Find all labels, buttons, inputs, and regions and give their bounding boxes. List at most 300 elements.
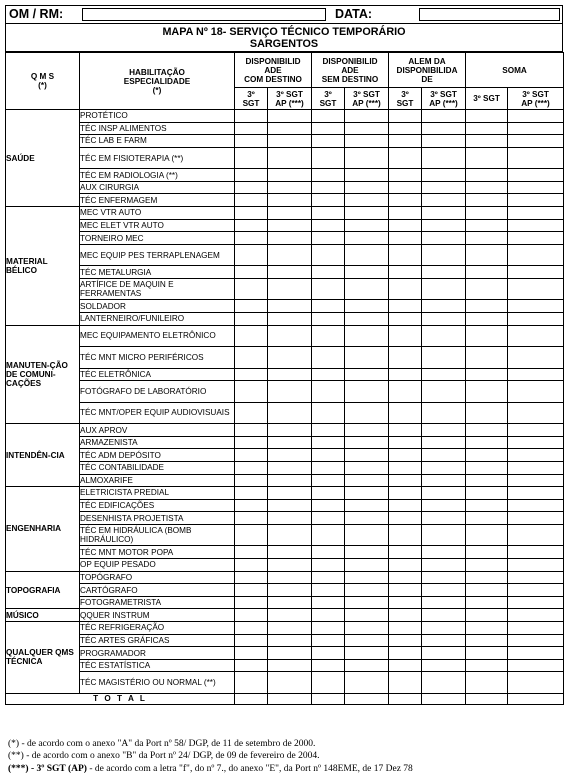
entry-cell[interactable] <box>312 135 345 148</box>
entry-cell[interactable] <box>268 609 312 622</box>
entry-cell[interactable] <box>312 634 345 647</box>
entry-cell[interactable] <box>466 512 508 525</box>
entry-cell[interactable] <box>312 546 345 559</box>
entry-cell[interactable] <box>312 147 345 169</box>
entry-cell[interactable] <box>312 368 345 381</box>
entry-cell[interactable] <box>235 300 268 313</box>
entry-cell[interactable] <box>235 436 268 449</box>
entry-cell[interactable] <box>345 181 389 194</box>
total-cell[interactable] <box>312 693 345 704</box>
entry-cell[interactable] <box>268 313 312 326</box>
entry-cell[interactable] <box>422 512 466 525</box>
entry-cell[interactable] <box>312 244 345 266</box>
entry-cell[interactable] <box>466 647 508 660</box>
entry-cell[interactable] <box>466 135 508 148</box>
entry-cell[interactable] <box>389 207 422 220</box>
entry-cell[interactable] <box>235 596 268 609</box>
entry-cell[interactable] <box>268 368 312 381</box>
entry-cell[interactable] <box>508 596 564 609</box>
entry-cell[interactable] <box>508 207 564 220</box>
entry-cell[interactable] <box>345 474 389 487</box>
entry-cell[interactable] <box>422 313 466 326</box>
entry-cell[interactable] <box>235 135 268 148</box>
entry-cell[interactable] <box>268 122 312 135</box>
entry-cell[interactable] <box>466 449 508 462</box>
entry-cell[interactable] <box>235 219 268 232</box>
entry-cell[interactable] <box>268 110 312 123</box>
entry-cell[interactable] <box>466 207 508 220</box>
entry-cell[interactable] <box>312 622 345 635</box>
entry-cell[interactable] <box>345 584 389 597</box>
entry-cell[interactable] <box>389 436 422 449</box>
entry-cell[interactable] <box>235 499 268 512</box>
entry-cell[interactable] <box>508 278 564 300</box>
entry-cell[interactable] <box>235 584 268 597</box>
entry-cell[interactable] <box>508 436 564 449</box>
entry-cell[interactable] <box>422 325 466 347</box>
entry-cell[interactable] <box>312 110 345 123</box>
entry-cell[interactable] <box>235 169 268 182</box>
entry-cell[interactable] <box>466 313 508 326</box>
entry-cell[interactable] <box>508 647 564 660</box>
entry-cell[interactable] <box>466 634 508 647</box>
entry-cell[interactable] <box>345 647 389 660</box>
entry-cell[interactable] <box>345 135 389 148</box>
entry-cell[interactable] <box>422 634 466 647</box>
entry-cell[interactable] <box>508 559 564 572</box>
entry-cell[interactable] <box>466 571 508 584</box>
entry-cell[interactable] <box>235 424 268 437</box>
entry-cell[interactable] <box>466 546 508 559</box>
entry-cell[interactable] <box>268 244 312 266</box>
entry-cell[interactable] <box>268 499 312 512</box>
entry-cell[interactable] <box>312 512 345 525</box>
entry-cell[interactable] <box>389 647 422 660</box>
entry-cell[interactable] <box>312 462 345 475</box>
entry-cell[interactable] <box>235 402 268 424</box>
entry-cell[interactable] <box>268 487 312 500</box>
entry-cell[interactable] <box>268 347 312 369</box>
entry-cell[interactable] <box>268 135 312 148</box>
entry-cell[interactable] <box>312 207 345 220</box>
entry-cell[interactable] <box>466 596 508 609</box>
entry-cell[interactable] <box>389 181 422 194</box>
entry-cell[interactable] <box>508 244 564 266</box>
entry-cell[interactable] <box>235 512 268 525</box>
entry-cell[interactable] <box>312 524 345 546</box>
entry-cell[interactable] <box>389 219 422 232</box>
entry-cell[interactable] <box>312 559 345 572</box>
entry-cell[interactable] <box>389 499 422 512</box>
entry-cell[interactable] <box>345 402 389 424</box>
total-cell[interactable] <box>235 693 268 704</box>
entry-cell[interactable] <box>422 462 466 475</box>
entry-cell[interactable] <box>268 147 312 169</box>
entry-cell[interactable] <box>235 194 268 207</box>
entry-cell[interactable] <box>345 609 389 622</box>
entry-cell[interactable] <box>235 449 268 462</box>
entry-cell[interactable] <box>268 381 312 403</box>
entry-cell[interactable] <box>466 325 508 347</box>
entry-cell[interactable] <box>422 135 466 148</box>
entry-cell[interactable] <box>389 244 422 266</box>
entry-cell[interactable] <box>466 524 508 546</box>
entry-cell[interactable] <box>422 571 466 584</box>
entry-cell[interactable] <box>268 584 312 597</box>
entry-cell[interactable] <box>389 546 422 559</box>
entry-cell[interactable] <box>235 147 268 169</box>
entry-cell[interactable] <box>268 219 312 232</box>
data-field[interactable] <box>419 8 560 21</box>
total-cell[interactable] <box>422 693 466 704</box>
entry-cell[interactable] <box>345 634 389 647</box>
entry-cell[interactable] <box>389 659 422 672</box>
entry-cell[interactable] <box>389 512 422 525</box>
entry-cell[interactable] <box>389 634 422 647</box>
entry-cell[interactable] <box>268 436 312 449</box>
entry-cell[interactable] <box>312 449 345 462</box>
entry-cell[interactable] <box>508 300 564 313</box>
entry-cell[interactable] <box>345 300 389 313</box>
entry-cell[interactable] <box>389 487 422 500</box>
entry-cell[interactable] <box>268 512 312 525</box>
entry-cell[interactable] <box>389 135 422 148</box>
entry-cell[interactable] <box>235 634 268 647</box>
entry-cell[interactable] <box>235 487 268 500</box>
entry-cell[interactable] <box>345 381 389 403</box>
entry-cell[interactable] <box>235 462 268 475</box>
entry-cell[interactable] <box>268 462 312 475</box>
entry-cell[interactable] <box>268 546 312 559</box>
entry-cell[interactable] <box>312 347 345 369</box>
entry-cell[interactable] <box>389 584 422 597</box>
entry-cell[interactable] <box>508 181 564 194</box>
entry-cell[interactable] <box>345 207 389 220</box>
entry-cell[interactable] <box>268 266 312 279</box>
entry-cell[interactable] <box>422 110 466 123</box>
entry-cell[interactable] <box>235 110 268 123</box>
entry-cell[interactable] <box>422 622 466 635</box>
entry-cell[interactable] <box>422 524 466 546</box>
entry-cell[interactable] <box>312 232 345 245</box>
entry-cell[interactable] <box>508 609 564 622</box>
entry-cell[interactable] <box>422 147 466 169</box>
entry-cell[interactable] <box>422 169 466 182</box>
entry-cell[interactable] <box>422 266 466 279</box>
entry-cell[interactable] <box>389 147 422 169</box>
entry-cell[interactable] <box>235 546 268 559</box>
entry-cell[interactable] <box>235 647 268 660</box>
entry-cell[interactable] <box>312 181 345 194</box>
entry-cell[interactable] <box>466 368 508 381</box>
entry-cell[interactable] <box>345 449 389 462</box>
entry-cell[interactable] <box>268 647 312 660</box>
entry-cell[interactable] <box>389 122 422 135</box>
entry-cell[interactable] <box>235 347 268 369</box>
entry-cell[interactable] <box>235 659 268 672</box>
entry-cell[interactable] <box>508 122 564 135</box>
entry-cell[interactable] <box>389 474 422 487</box>
entry-cell[interactable] <box>508 449 564 462</box>
entry-cell[interactable] <box>389 524 422 546</box>
entry-cell[interactable] <box>345 278 389 300</box>
entry-cell[interactable] <box>508 462 564 475</box>
entry-cell[interactable] <box>268 559 312 572</box>
entry-cell[interactable] <box>389 672 422 694</box>
entry-cell[interactable] <box>345 596 389 609</box>
entry-cell[interactable] <box>312 278 345 300</box>
entry-cell[interactable] <box>389 300 422 313</box>
entry-cell[interactable] <box>466 278 508 300</box>
entry-cell[interactable] <box>508 487 564 500</box>
entry-cell[interactable] <box>235 524 268 546</box>
entry-cell[interactable] <box>422 219 466 232</box>
entry-cell[interactable] <box>268 622 312 635</box>
entry-cell[interactable] <box>508 424 564 437</box>
entry-cell[interactable] <box>268 325 312 347</box>
entry-cell[interactable] <box>508 368 564 381</box>
total-cell[interactable] <box>466 693 508 704</box>
entry-cell[interactable] <box>345 546 389 559</box>
entry-cell[interactable] <box>466 402 508 424</box>
entry-cell[interactable] <box>389 110 422 123</box>
entry-cell[interactable] <box>235 325 268 347</box>
total-cell[interactable] <box>345 693 389 704</box>
entry-cell[interactable] <box>508 313 564 326</box>
entry-cell[interactable] <box>268 596 312 609</box>
entry-cell[interactable] <box>508 325 564 347</box>
entry-cell[interactable] <box>508 512 564 525</box>
entry-cell[interactable] <box>268 672 312 694</box>
entry-cell[interactable] <box>345 219 389 232</box>
entry-cell[interactable] <box>235 672 268 694</box>
entry-cell[interactable] <box>422 499 466 512</box>
entry-cell[interactable] <box>389 194 422 207</box>
entry-cell[interactable] <box>312 584 345 597</box>
entry-cell[interactable] <box>389 622 422 635</box>
entry-cell[interactable] <box>466 436 508 449</box>
entry-cell[interactable] <box>422 474 466 487</box>
entry-cell[interactable] <box>345 325 389 347</box>
entry-cell[interactable] <box>345 110 389 123</box>
entry-cell[interactable] <box>312 266 345 279</box>
entry-cell[interactable] <box>312 194 345 207</box>
entry-cell[interactable] <box>312 487 345 500</box>
entry-cell[interactable] <box>312 219 345 232</box>
total-cell[interactable] <box>389 693 422 704</box>
entry-cell[interactable] <box>508 194 564 207</box>
entry-cell[interactable] <box>345 559 389 572</box>
entry-cell[interactable] <box>312 647 345 660</box>
entry-cell[interactable] <box>345 659 389 672</box>
entry-cell[interactable] <box>422 424 466 437</box>
entry-cell[interactable] <box>268 278 312 300</box>
entry-cell[interactable] <box>235 181 268 194</box>
entry-cell[interactable] <box>466 194 508 207</box>
entry-cell[interactable] <box>508 402 564 424</box>
entry-cell[interactable] <box>422 647 466 660</box>
entry-cell[interactable] <box>508 499 564 512</box>
entry-cell[interactable] <box>235 559 268 572</box>
entry-cell[interactable] <box>235 244 268 266</box>
entry-cell[interactable] <box>422 487 466 500</box>
entry-cell[interactable] <box>312 571 345 584</box>
entry-cell[interactable] <box>389 462 422 475</box>
entry-cell[interactable] <box>345 622 389 635</box>
entry-cell[interactable] <box>389 571 422 584</box>
entry-cell[interactable] <box>345 487 389 500</box>
entry-cell[interactable] <box>345 194 389 207</box>
entry-cell[interactable] <box>466 147 508 169</box>
entry-cell[interactable] <box>389 424 422 437</box>
entry-cell[interactable] <box>345 347 389 369</box>
entry-cell[interactable] <box>389 609 422 622</box>
entry-cell[interactable] <box>389 347 422 369</box>
entry-cell[interactable] <box>235 122 268 135</box>
entry-cell[interactable] <box>235 207 268 220</box>
entry-cell[interactable] <box>422 347 466 369</box>
entry-cell[interactable] <box>345 571 389 584</box>
entry-cell[interactable] <box>235 381 268 403</box>
entry-cell[interactable] <box>508 110 564 123</box>
entry-cell[interactable] <box>422 122 466 135</box>
entry-cell[interactable] <box>312 499 345 512</box>
total-cell[interactable] <box>508 693 564 704</box>
entry-cell[interactable] <box>235 609 268 622</box>
entry-cell[interactable] <box>345 147 389 169</box>
entry-cell[interactable] <box>389 266 422 279</box>
entry-cell[interactable] <box>268 524 312 546</box>
entry-cell[interactable] <box>235 313 268 326</box>
entry-cell[interactable] <box>389 381 422 403</box>
entry-cell[interactable] <box>389 596 422 609</box>
entry-cell[interactable] <box>312 381 345 403</box>
entry-cell[interactable] <box>466 609 508 622</box>
entry-cell[interactable] <box>312 313 345 326</box>
entry-cell[interactable] <box>268 194 312 207</box>
entry-cell[interactable] <box>466 110 508 123</box>
entry-cell[interactable] <box>345 368 389 381</box>
entry-cell[interactable] <box>235 266 268 279</box>
entry-cell[interactable] <box>466 487 508 500</box>
entry-cell[interactable] <box>312 609 345 622</box>
total-cell[interactable] <box>268 693 312 704</box>
entry-cell[interactable] <box>422 300 466 313</box>
entry-cell[interactable] <box>389 449 422 462</box>
entry-cell[interactable] <box>268 659 312 672</box>
entry-cell[interactable] <box>268 571 312 584</box>
entry-cell[interactable] <box>508 546 564 559</box>
entry-cell[interactable] <box>268 300 312 313</box>
entry-cell[interactable] <box>466 300 508 313</box>
entry-cell[interactable] <box>312 402 345 424</box>
entry-cell[interactable] <box>389 325 422 347</box>
entry-cell[interactable] <box>508 147 564 169</box>
entry-cell[interactable] <box>508 571 564 584</box>
entry-cell[interactable] <box>466 622 508 635</box>
entry-cell[interactable] <box>508 169 564 182</box>
entry-cell[interactable] <box>508 381 564 403</box>
entry-cell[interactable] <box>508 659 564 672</box>
entry-cell[interactable] <box>466 232 508 245</box>
entry-cell[interactable] <box>422 449 466 462</box>
entry-cell[interactable] <box>312 122 345 135</box>
entry-cell[interactable] <box>268 402 312 424</box>
om-rm-field[interactable] <box>82 8 326 21</box>
entry-cell[interactable] <box>422 659 466 672</box>
entry-cell[interactable] <box>466 474 508 487</box>
entry-cell[interactable] <box>268 634 312 647</box>
entry-cell[interactable] <box>268 424 312 437</box>
entry-cell[interactable] <box>389 313 422 326</box>
entry-cell[interactable] <box>422 181 466 194</box>
entry-cell[interactable] <box>422 381 466 403</box>
entry-cell[interactable] <box>422 584 466 597</box>
entry-cell[interactable] <box>312 424 345 437</box>
entry-cell[interactable] <box>508 584 564 597</box>
entry-cell[interactable] <box>508 232 564 245</box>
entry-cell[interactable] <box>422 402 466 424</box>
entry-cell[interactable] <box>312 436 345 449</box>
entry-cell[interactable] <box>508 474 564 487</box>
entry-cell[interactable] <box>466 672 508 694</box>
entry-cell[interactable] <box>466 659 508 672</box>
entry-cell[interactable] <box>508 219 564 232</box>
entry-cell[interactable] <box>422 546 466 559</box>
entry-cell[interactable] <box>389 559 422 572</box>
entry-cell[interactable] <box>466 584 508 597</box>
entry-cell[interactable] <box>235 278 268 300</box>
entry-cell[interactable] <box>422 672 466 694</box>
entry-cell[interactable] <box>345 499 389 512</box>
entry-cell[interactable] <box>345 524 389 546</box>
entry-cell[interactable] <box>268 474 312 487</box>
entry-cell[interactable] <box>508 266 564 279</box>
entry-cell[interactable] <box>345 436 389 449</box>
entry-cell[interactable] <box>466 347 508 369</box>
entry-cell[interactable] <box>268 449 312 462</box>
entry-cell[interactable] <box>508 622 564 635</box>
entry-cell[interactable] <box>268 181 312 194</box>
entry-cell[interactable] <box>422 194 466 207</box>
entry-cell[interactable] <box>389 402 422 424</box>
entry-cell[interactable] <box>345 244 389 266</box>
entry-cell[interactable] <box>508 672 564 694</box>
entry-cell[interactable] <box>345 266 389 279</box>
entry-cell[interactable] <box>389 169 422 182</box>
entry-cell[interactable] <box>466 219 508 232</box>
entry-cell[interactable] <box>389 368 422 381</box>
entry-cell[interactable] <box>422 436 466 449</box>
entry-cell[interactable] <box>466 424 508 437</box>
entry-cell[interactable] <box>422 559 466 572</box>
entry-cell[interactable] <box>345 122 389 135</box>
entry-cell[interactable] <box>508 135 564 148</box>
entry-cell[interactable] <box>466 244 508 266</box>
entry-cell[interactable] <box>345 169 389 182</box>
entry-cell[interactable] <box>466 266 508 279</box>
entry-cell[interactable] <box>422 609 466 622</box>
entry-cell[interactable] <box>312 325 345 347</box>
entry-cell[interactable] <box>466 499 508 512</box>
entry-cell[interactable] <box>422 207 466 220</box>
entry-cell[interactable] <box>466 122 508 135</box>
entry-cell[interactable] <box>312 300 345 313</box>
entry-cell[interactable] <box>345 512 389 525</box>
entry-cell[interactable] <box>345 313 389 326</box>
entry-cell[interactable] <box>345 462 389 475</box>
entry-cell[interactable] <box>268 232 312 245</box>
